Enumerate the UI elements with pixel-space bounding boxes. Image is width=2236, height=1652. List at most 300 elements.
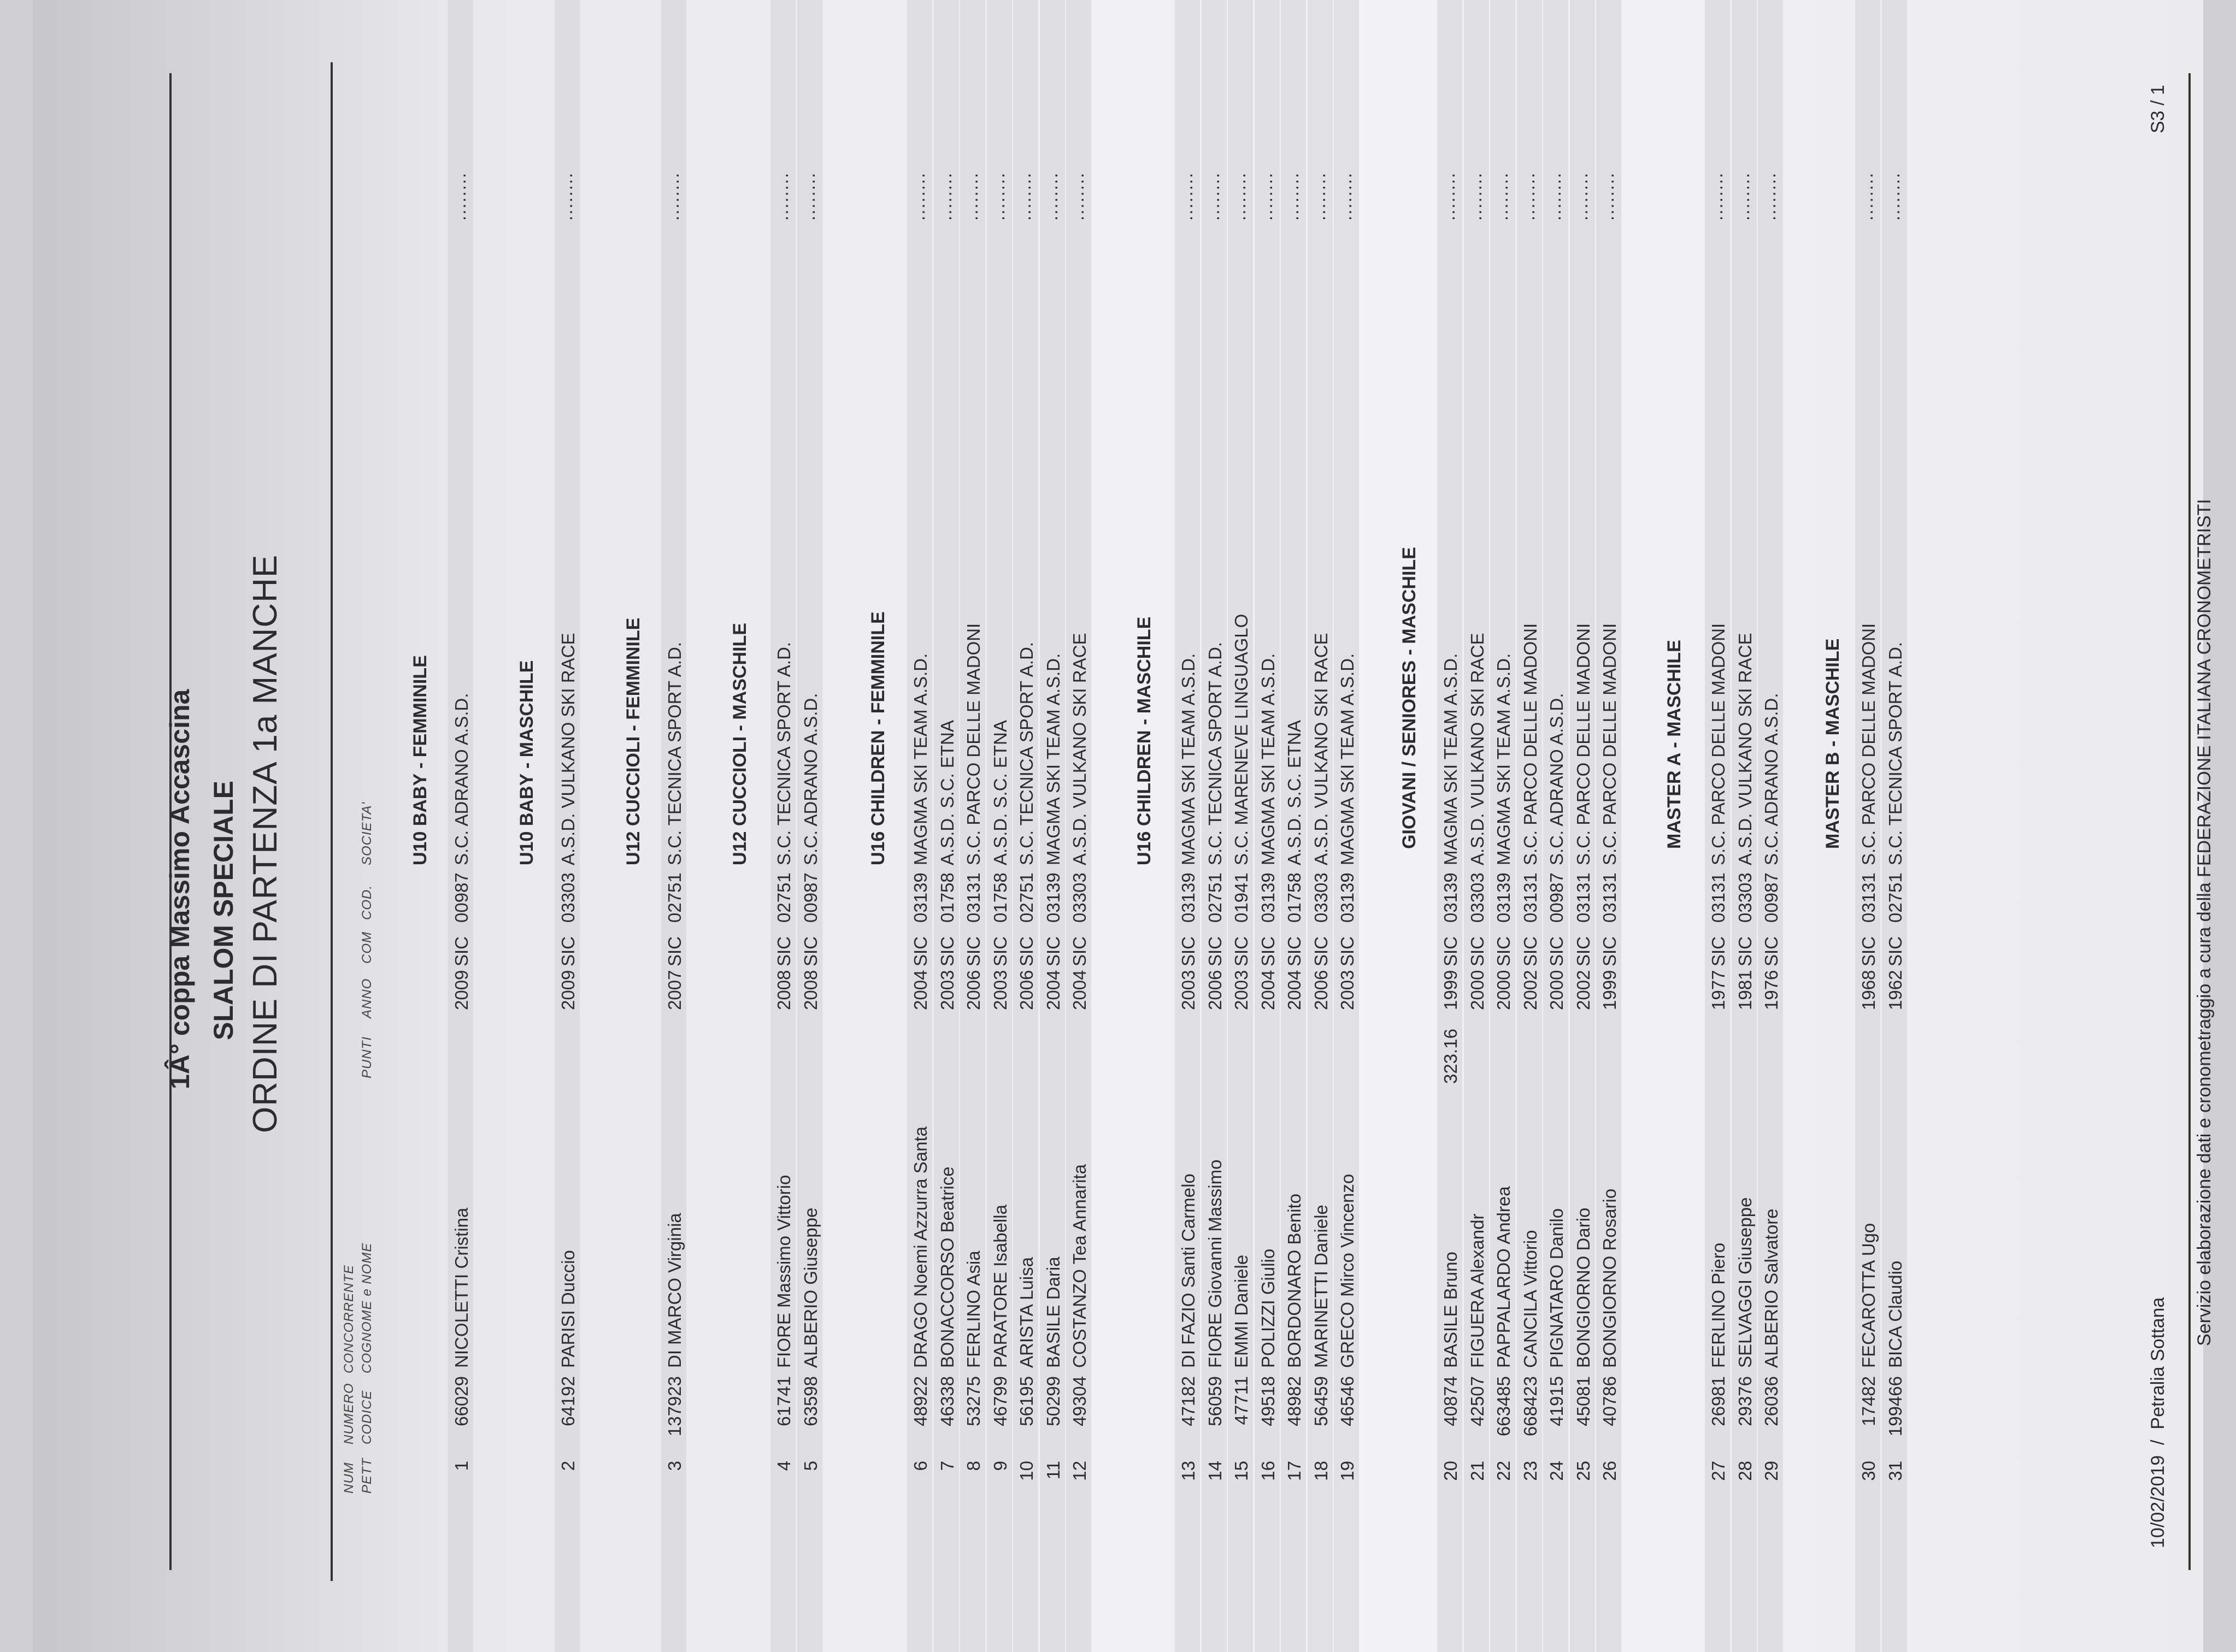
cell-pett: 20 bbox=[1440, 1461, 1461, 1481]
cell-name: FIORE Giovanni Massimo bbox=[1204, 1159, 1225, 1368]
header-rule bbox=[331, 62, 333, 1581]
cell-com: SIC bbox=[800, 936, 821, 966]
competitor-row bbox=[1570, 0, 1595, 1652]
cell-code: 48982 bbox=[1284, 1376, 1304, 1426]
cell-cod: 00987 bbox=[800, 872, 821, 923]
cell-anno: 1999 bbox=[1440, 970, 1461, 1010]
cell-name: EMMI Daniele bbox=[1231, 1254, 1251, 1368]
cell-pett: 3 bbox=[664, 1461, 685, 1471]
time-placeholder: ........ bbox=[1544, 172, 1564, 221]
cell-societa: S.C. ADRANO A.S.D. bbox=[451, 693, 472, 865]
cell-cod: 03139 bbox=[1440, 872, 1461, 923]
cell-cod: 03303 bbox=[1467, 872, 1487, 923]
cell-cod: 03131 bbox=[1858, 872, 1879, 923]
cell-com: SIC bbox=[1734, 936, 1755, 966]
cell-societa: S.C. ADRANO A.S.D. bbox=[1761, 693, 1781, 865]
cell-name: BASILE Bruno bbox=[1440, 1252, 1461, 1368]
time-placeholder: ........ bbox=[1335, 172, 1355, 221]
cell-societa: MAGMA SKI TEAM A.S.D. bbox=[1043, 653, 1063, 865]
time-placeholder: ........ bbox=[1597, 172, 1617, 221]
cell-cod: 03131 bbox=[1708, 872, 1728, 923]
cell-cod: 00987 bbox=[1546, 872, 1567, 923]
cell-cod: 00987 bbox=[451, 872, 472, 923]
cell-code: 199466 bbox=[1885, 1376, 1905, 1437]
category-title: U12 CUCCIOLI - FEMMINILE bbox=[623, 617, 644, 865]
cell-anno: 2006 bbox=[1310, 970, 1331, 1010]
cell-societa: S.C. PARCO DELLE MADONI bbox=[963, 623, 984, 865]
cell-name: DRAGO Noemi Azzurra Santa bbox=[910, 1126, 931, 1368]
cell-anno: 2006 bbox=[963, 970, 984, 1010]
cell-anno: 2003 bbox=[1178, 970, 1198, 1010]
cell-com: SIC bbox=[1204, 936, 1225, 966]
cell-pett: 10 bbox=[1016, 1461, 1037, 1481]
cell-anno: 2004 bbox=[1069, 970, 1090, 1010]
cell-name: PARATORE Isabella bbox=[990, 1205, 1010, 1368]
competitor-row bbox=[1732, 0, 1757, 1652]
cell-code: 45081 bbox=[1573, 1376, 1593, 1426]
competitor-row bbox=[934, 0, 959, 1652]
cell-code: 49304 bbox=[1069, 1376, 1090, 1426]
time-placeholder: ........ bbox=[1040, 172, 1061, 221]
cell-anno: 2003 bbox=[937, 970, 957, 1010]
cell-code: 137923 bbox=[664, 1376, 685, 1437]
time-placeholder: ........ bbox=[1517, 172, 1538, 221]
competitor-row bbox=[1255, 0, 1280, 1652]
cell-societa: A.S.D. S.C. ETNA bbox=[990, 720, 1010, 865]
time-placeholder: ........ bbox=[1706, 172, 1726, 221]
cell-com: SIC bbox=[774, 936, 794, 966]
cell-anno: 2000 bbox=[1546, 970, 1567, 1010]
cell-pett: 16 bbox=[1257, 1461, 1278, 1481]
cell-name: FIORE Massimo Vittorio bbox=[774, 1175, 794, 1368]
time-placeholder: ........ bbox=[1759, 172, 1779, 221]
cell-pett: 24 bbox=[1546, 1461, 1567, 1481]
cell-societa: S.C. PARCO DELLE MADONI bbox=[1858, 623, 1879, 865]
cell-cod: 01941 bbox=[1231, 872, 1251, 923]
cell-com: SIC bbox=[1599, 936, 1620, 966]
cell-societa: MAGMA SKI TEAM A.S.D. bbox=[1257, 653, 1278, 865]
category-title: GIOVANI / SENIORES - MASCHILE bbox=[1399, 547, 1420, 849]
event-discipline: SLALOM SPECIALE bbox=[208, 780, 239, 1040]
cell-cod: 00987 bbox=[1761, 872, 1781, 923]
bottom-rule bbox=[2188, 73, 2191, 1570]
cell-com: SIC bbox=[910, 936, 931, 966]
cell-anno: 2004 bbox=[1257, 970, 1278, 1010]
cell-com: SIC bbox=[558, 936, 578, 966]
cell-code: 50299 bbox=[1043, 1376, 1063, 1426]
cell-code: 46546 bbox=[1337, 1376, 1357, 1426]
col-code-bottom: CODICE bbox=[360, 1390, 374, 1444]
cell-anno: 2006 bbox=[1204, 970, 1225, 1010]
competitor-row bbox=[1855, 0, 1880, 1652]
time-placeholder: ........ bbox=[1255, 172, 1276, 221]
cell-code: 668423 bbox=[1520, 1376, 1540, 1437]
competitor-row bbox=[1066, 0, 1091, 1652]
competitor-row bbox=[1882, 0, 1907, 1652]
cell-cod: 03139 bbox=[1257, 872, 1278, 923]
col-pett-top: NUM bbox=[342, 1462, 356, 1494]
cell-societa: S.C. TECNICA SPORT A.D. bbox=[664, 642, 685, 865]
category-title: U10 BABY - MASCHILE bbox=[516, 660, 537, 865]
time-placeholder: ........ bbox=[1570, 172, 1591, 221]
cell-com: SIC bbox=[1069, 936, 1090, 966]
competitor-row bbox=[448, 0, 473, 1652]
time-placeholder: ........ bbox=[908, 172, 928, 221]
cell-name: BICA Claudio bbox=[1885, 1260, 1905, 1368]
cell-code: 40786 bbox=[1599, 1376, 1620, 1426]
cell-cod: 03303 bbox=[1069, 872, 1090, 923]
competitor-row bbox=[907, 0, 932, 1652]
footer-service-credit: Servizio elaborazione dati e cronometraggio a cura della FEDERAZIONE ITALIANA CRONOMETRISTI bbox=[2194, 499, 2215, 1346]
cell-anno: 2008 bbox=[800, 970, 821, 1010]
cell-code: 66029 bbox=[451, 1376, 472, 1426]
cell-societa: S.C. MARENEVE LINGUAGLO bbox=[1231, 613, 1251, 865]
cell-anno: 2003 bbox=[990, 970, 1010, 1010]
cell-pett: 17 bbox=[1284, 1461, 1304, 1481]
cell-anno: 2009 bbox=[451, 970, 472, 1010]
cell-pett: 8 bbox=[963, 1461, 984, 1471]
time-placeholder: ........ bbox=[1176, 172, 1196, 221]
cell-pett: 2 bbox=[558, 1461, 578, 1471]
cell-code: 26981 bbox=[1708, 1376, 1728, 1426]
cell-code: 56059 bbox=[1204, 1376, 1225, 1426]
cell-pett: 1 bbox=[451, 1461, 472, 1471]
cell-cod: 03131 bbox=[963, 872, 984, 923]
cell-societa: A.S.D. VULKANO SKI RACE bbox=[1734, 633, 1755, 865]
cell-cod: 03139 bbox=[1178, 872, 1198, 923]
cell-code: 17482 bbox=[1858, 1376, 1879, 1426]
time-placeholder: ........ bbox=[1067, 172, 1087, 221]
cell-pett: 15 bbox=[1231, 1461, 1251, 1481]
competitor-row bbox=[1040, 0, 1065, 1652]
time-placeholder: ........ bbox=[1732, 172, 1753, 221]
time-placeholder: ........ bbox=[662, 172, 682, 221]
cell-com: SIC bbox=[1493, 936, 1514, 966]
cell-code: 48922 bbox=[910, 1376, 931, 1426]
cell-name: FERLINO Asia bbox=[963, 1250, 984, 1368]
footer-page-number: S3 / 1 bbox=[2147, 85, 2168, 133]
cell-com: SIC bbox=[1467, 936, 1487, 966]
cell-anno: 2000 bbox=[1493, 970, 1514, 1010]
cell-anno: 2004 bbox=[1284, 970, 1304, 1010]
cell-com: SIC bbox=[1573, 936, 1593, 966]
cell-code: 46799 bbox=[990, 1376, 1010, 1426]
cell-pett: 14 bbox=[1204, 1461, 1225, 1481]
cell-societa: A.S.D. VULKANO SKI RACE bbox=[1310, 633, 1331, 865]
cell-anno: 1962 bbox=[1885, 970, 1905, 1010]
cell-name: FERLINO Piero bbox=[1708, 1242, 1728, 1368]
competitor-row bbox=[1490, 0, 1515, 1652]
time-placeholder: ........ bbox=[1202, 172, 1223, 221]
time-placeholder: ........ bbox=[449, 172, 469, 221]
cell-com: SIC bbox=[1761, 936, 1781, 966]
category-title: U16 CHILDREN - FEMMINILE bbox=[868, 611, 888, 865]
col-code-top: NUMERO bbox=[342, 1383, 356, 1444]
time-placeholder: ........ bbox=[1014, 172, 1034, 221]
cell-code: 64192 bbox=[558, 1376, 578, 1426]
cell-pett: 11 bbox=[1043, 1461, 1063, 1480]
cell-cod: 01758 bbox=[1284, 872, 1304, 923]
col-com: COM bbox=[360, 931, 374, 964]
start-list-document bbox=[33, 0, 2236, 1652]
paper-sheet bbox=[33, 0, 2215, 1652]
competitor-row bbox=[1308, 0, 1333, 1652]
cell-anno: 2009 bbox=[558, 970, 578, 1010]
time-placeholder: ........ bbox=[987, 172, 1008, 221]
cell-cod: 02751 bbox=[1016, 872, 1037, 923]
cell-anno: 2004 bbox=[1043, 970, 1063, 1010]
competitor-row bbox=[1705, 0, 1730, 1652]
cell-code: 47711 bbox=[1231, 1376, 1251, 1425]
cell-anno: 2008 bbox=[774, 970, 794, 1010]
cell-name: BORDONARO Benito bbox=[1284, 1193, 1304, 1368]
time-placeholder: ........ bbox=[961, 172, 981, 221]
cell-cod: 02751 bbox=[664, 872, 685, 923]
cell-com: SIC bbox=[1043, 936, 1063, 966]
cell-anno: 2007 bbox=[664, 970, 685, 1010]
competitor-row bbox=[555, 0, 580, 1652]
cell-com: SIC bbox=[1440, 936, 1461, 966]
document-heading: ORDINE DI PARTENZA 1a MANCHE bbox=[246, 554, 284, 1133]
cell-societa: S.C. TECNICA SPORT A.D. bbox=[774, 642, 794, 865]
cell-com: SIC bbox=[1284, 936, 1304, 966]
cell-com: SIC bbox=[1257, 936, 1278, 966]
cell-societa: S.C. PARCO DELLE MADONI bbox=[1599, 623, 1620, 865]
cell-code: 40874 bbox=[1440, 1376, 1461, 1426]
cell-societa: S.C. PARCO DELLE MADONI bbox=[1708, 623, 1728, 865]
cell-societa: MAGMA SKI TEAM A.S.D. bbox=[1493, 653, 1514, 865]
competitor-row bbox=[1437, 0, 1462, 1652]
cell-pett: 7 bbox=[937, 1461, 957, 1471]
cell-name: ALBERIO Salvatore bbox=[1761, 1208, 1781, 1368]
cell-cod: 03303 bbox=[1310, 872, 1331, 923]
cell-punti: 323.16 bbox=[1440, 1029, 1461, 1084]
cell-com: SIC bbox=[990, 936, 1010, 966]
competitor-row bbox=[1464, 0, 1489, 1652]
cell-anno: 1999 bbox=[1599, 970, 1620, 1010]
cell-societa: A.S.D. VULKANO SKI RACE bbox=[1467, 633, 1487, 865]
cell-pett: 13 bbox=[1178, 1461, 1198, 1481]
time-placeholder: ........ bbox=[1282, 172, 1302, 221]
cell-code: 47182 bbox=[1178, 1376, 1198, 1426]
cell-cod: 03131 bbox=[1573, 872, 1593, 923]
cell-com: SIC bbox=[451, 936, 472, 966]
cell-com: SIC bbox=[1885, 936, 1905, 966]
time-placeholder: ........ bbox=[934, 172, 955, 221]
cell-code: 49518 bbox=[1257, 1376, 1278, 1426]
cell-pett: 27 bbox=[1708, 1461, 1728, 1481]
cell-name: ARISTA Luisa bbox=[1016, 1257, 1037, 1368]
cell-com: SIC bbox=[1337, 936, 1357, 966]
cell-pett: 23 bbox=[1520, 1461, 1540, 1481]
cell-pett: 29 bbox=[1761, 1461, 1781, 1481]
cell-cod: 03139 bbox=[1337, 872, 1357, 923]
cell-cod: 02751 bbox=[774, 872, 794, 923]
cell-anno: 1977 bbox=[1708, 970, 1728, 1010]
competitor-row bbox=[960, 0, 985, 1652]
cell-name: DI FAZIO Santi Carmelo bbox=[1178, 1173, 1198, 1368]
cell-pett: 4 bbox=[774, 1461, 794, 1471]
competitor-row bbox=[797, 0, 822, 1652]
time-placeholder: ........ bbox=[772, 172, 792, 221]
competitor-row bbox=[1334, 0, 1359, 1652]
col-punti: PUNTI bbox=[360, 1036, 374, 1078]
cell-com: SIC bbox=[937, 936, 957, 966]
cell-cod: 03303 bbox=[1734, 872, 1755, 923]
cell-code: 663485 bbox=[1493, 1376, 1514, 1437]
category-title: U12 CUCCIOLI - MASCHILE bbox=[729, 623, 750, 865]
cell-name: GRECO Mirco Vincenzo bbox=[1337, 1173, 1357, 1368]
cell-com: SIC bbox=[1858, 936, 1879, 966]
competitor-row bbox=[770, 0, 796, 1652]
cell-code: 42507 bbox=[1467, 1376, 1487, 1426]
cell-name: SELVAGGI Giuseppe bbox=[1734, 1197, 1755, 1368]
time-placeholder: ........ bbox=[1438, 172, 1458, 221]
cell-societa: S.C. ADRANO A.S.D. bbox=[1546, 693, 1567, 865]
cell-code: 53275 bbox=[963, 1376, 984, 1426]
cell-pett: 6 bbox=[910, 1461, 931, 1471]
cell-name: FIGUERA Alexandr bbox=[1467, 1213, 1487, 1368]
time-placeholder: ........ bbox=[1464, 172, 1485, 221]
cell-societa: A.S.D. VULKANO SKI RACE bbox=[558, 633, 578, 865]
cell-code: 63598 bbox=[800, 1376, 821, 1426]
cell-anno: 2003 bbox=[1337, 970, 1357, 1010]
cell-code: 26036 bbox=[1761, 1376, 1781, 1426]
cell-cod: 01758 bbox=[990, 872, 1010, 923]
cell-societa: S.C. ADRANO A.S.D. bbox=[800, 693, 821, 865]
cell-cod: 03131 bbox=[1520, 872, 1540, 923]
cell-name: CANCILA Vittorio bbox=[1520, 1230, 1540, 1368]
cell-code: 56195 bbox=[1016, 1376, 1037, 1426]
time-placeholder: ........ bbox=[1882, 172, 1903, 221]
cell-cod: 02751 bbox=[1885, 872, 1905, 923]
cell-name: BONGIORNO Dario bbox=[1573, 1207, 1593, 1368]
event-title: 1Â° coppa Massimo Accascina bbox=[164, 689, 195, 1089]
cell-name: BASILE Daria bbox=[1043, 1256, 1063, 1368]
competitor-row bbox=[661, 0, 686, 1652]
cell-pett: 28 bbox=[1734, 1461, 1755, 1481]
cell-pett: 30 bbox=[1858, 1461, 1879, 1481]
competitor-row bbox=[1596, 0, 1621, 1652]
cell-societa: S.C. TECNICA SPORT A.D. bbox=[1204, 642, 1225, 865]
time-placeholder: ........ bbox=[1308, 172, 1329, 221]
cell-societa: S.C. TECNICA SPORT A.D. bbox=[1016, 642, 1037, 865]
cell-name: BONGIORNO Rosario bbox=[1599, 1188, 1620, 1368]
cell-societa: S.C. PARCO DELLE MADONI bbox=[1520, 623, 1540, 865]
cell-anno: 2002 bbox=[1520, 970, 1540, 1010]
cell-cod: 03139 bbox=[910, 872, 931, 923]
cell-com: SIC bbox=[1310, 936, 1331, 966]
cell-code: 56459 bbox=[1310, 1376, 1331, 1426]
cell-name: COSTANZO Tea Annarita bbox=[1069, 1164, 1090, 1368]
cell-pett: 21 bbox=[1467, 1461, 1487, 1481]
category-title: U10 BABY - FEMMINILE bbox=[410, 655, 431, 865]
competitor-row bbox=[1758, 0, 1783, 1652]
cell-anno: 2004 bbox=[910, 970, 931, 1010]
cell-anno: 2002 bbox=[1573, 970, 1593, 1010]
cell-name: DI MARCO Virginia bbox=[664, 1213, 685, 1368]
col-cod: COD. bbox=[360, 885, 374, 920]
cell-cod: 02751 bbox=[1204, 872, 1225, 923]
cell-anno: 1976 bbox=[1761, 970, 1781, 1010]
time-placeholder: ........ bbox=[1856, 172, 1876, 221]
cell-pett: 9 bbox=[990, 1461, 1010, 1471]
cell-name: NICOLETTI Cristina bbox=[451, 1207, 472, 1368]
cell-com: SIC bbox=[1016, 936, 1037, 966]
cell-cod: 01758 bbox=[937, 872, 957, 923]
cell-pett: 5 bbox=[800, 1461, 821, 1471]
time-placeholder: ........ bbox=[556, 172, 576, 221]
competitor-row bbox=[1517, 0, 1542, 1652]
cell-anno: 2003 bbox=[1231, 970, 1251, 1010]
col-anno: ANNO bbox=[360, 978, 374, 1018]
cell-name: PIGNATARO Danilo bbox=[1546, 1208, 1567, 1368]
cell-cod: 03303 bbox=[558, 872, 578, 923]
cell-anno: 1981 bbox=[1734, 970, 1755, 1010]
cell-com: SIC bbox=[1708, 936, 1728, 966]
footer-date-place: 10/02/2019 / Petralia Sottana bbox=[2147, 1297, 2168, 1548]
cell-code: 41915 bbox=[1546, 1376, 1567, 1426]
cell-societa: MAGMA SKI TEAM A.S.D. bbox=[1440, 653, 1461, 865]
col-name-top: CONCORRENTE bbox=[342, 1264, 356, 1373]
cell-name: PARISI Duccio bbox=[558, 1250, 578, 1368]
cell-societa: S.C. TECNICA SPORT A.D. bbox=[1885, 642, 1905, 865]
category-title: MASTER A - MASCHILE bbox=[1664, 640, 1685, 849]
cell-societa: A.S.D. S.C. ETNA bbox=[1284, 720, 1304, 865]
cell-societa: A.S.D. VULKANO SKI RACE bbox=[1069, 633, 1090, 865]
competitor-row bbox=[1281, 0, 1306, 1652]
cell-name: POLIZZI Giulio bbox=[1257, 1248, 1278, 1368]
cell-societa: MAGMA SKI TEAM A.S.D. bbox=[1178, 653, 1198, 865]
category-title: MASTER B - MASCHILE bbox=[1822, 638, 1843, 849]
cell-societa: A.S.D. S.C. ETNA bbox=[937, 720, 957, 865]
cell-pett: 26 bbox=[1599, 1461, 1620, 1481]
competitor-row bbox=[1543, 0, 1568, 1652]
col-name-bottom: COGNOME e NOME bbox=[360, 1242, 374, 1373]
cell-code: 61741 bbox=[774, 1376, 794, 1426]
cell-pett: 19 bbox=[1337, 1461, 1357, 1481]
cell-pett: 18 bbox=[1310, 1461, 1331, 1481]
competitor-row bbox=[1228, 0, 1253, 1652]
col-pett-bottom: PETT bbox=[360, 1458, 374, 1494]
cell-com: SIC bbox=[1178, 936, 1198, 966]
cell-com: SIC bbox=[963, 936, 984, 966]
cell-cod: 03139 bbox=[1493, 872, 1514, 923]
cell-com: SIC bbox=[1546, 936, 1567, 966]
cell-code: 46338 bbox=[937, 1376, 957, 1426]
competitor-row bbox=[1175, 0, 1200, 1652]
cell-anno: 2000 bbox=[1467, 970, 1487, 1010]
cell-name: PAPPALARDO Andrea bbox=[1493, 1186, 1514, 1368]
cell-com: SIC bbox=[1231, 936, 1251, 966]
cell-pett: 22 bbox=[1493, 1461, 1514, 1481]
cell-com: SIC bbox=[1520, 936, 1540, 966]
cell-societa: S.C. PARCO DELLE MADONI bbox=[1573, 623, 1593, 865]
cell-pett: 25 bbox=[1573, 1461, 1593, 1481]
category-title: U16 CHILDREN - MASCHILE bbox=[1134, 616, 1155, 865]
competitor-row bbox=[1202, 0, 1227, 1652]
cell-name: ALBERIO Giuseppe bbox=[800, 1207, 821, 1368]
cell-com: SIC bbox=[664, 936, 685, 966]
cell-name: BONACCORSO Beatrice bbox=[937, 1166, 957, 1368]
cell-societa: MAGMA SKI TEAM A.S.D. bbox=[1337, 653, 1357, 865]
cell-pett: 31 bbox=[1885, 1461, 1905, 1481]
time-placeholder: ........ bbox=[798, 172, 819, 221]
col-societa: SOCIETA' bbox=[360, 801, 374, 865]
cell-cod: 03131 bbox=[1599, 872, 1620, 923]
competitor-row bbox=[987, 0, 1012, 1652]
cell-name: FECAROTTA Ugo bbox=[1858, 1223, 1879, 1368]
